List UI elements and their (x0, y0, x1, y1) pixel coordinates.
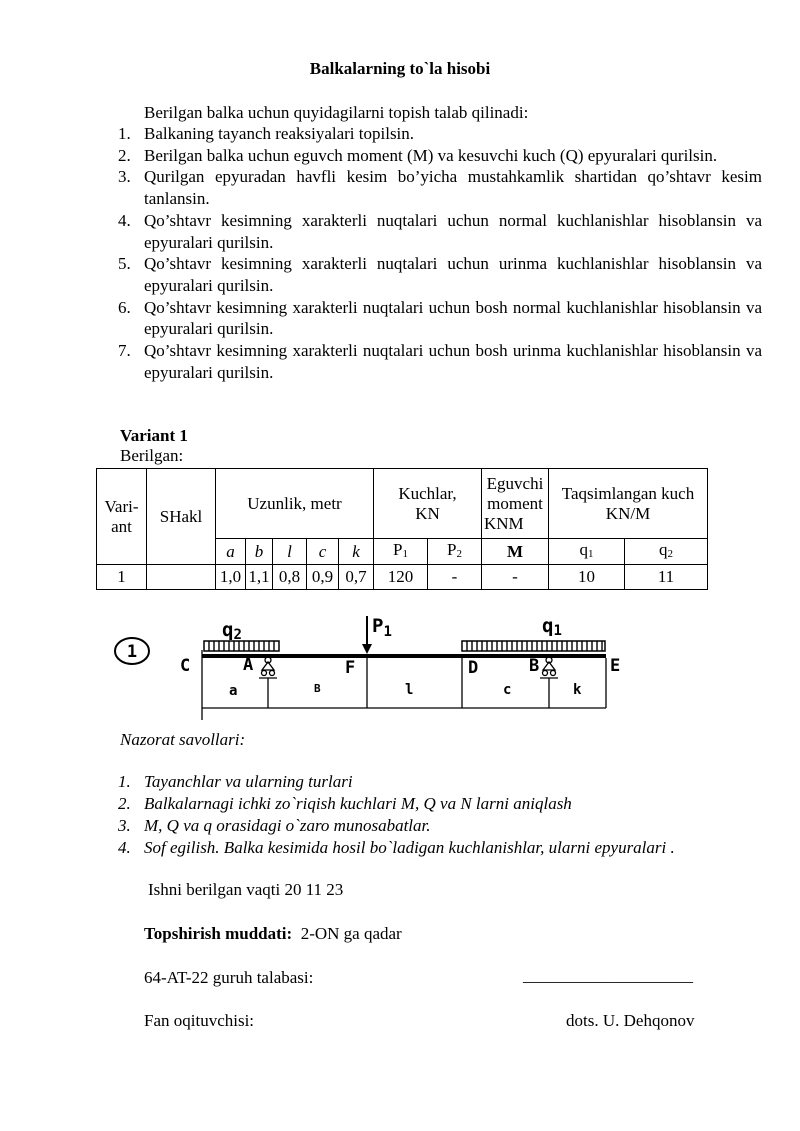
question-list (114, 771, 675, 859)
label-segment-k: k (573, 682, 582, 698)
header-length: Uzunlik, metr (216, 469, 374, 539)
label-point-c: C (180, 656, 191, 676)
cell-m: - (482, 565, 549, 590)
support-a (259, 657, 277, 678)
cell-c: 0,9 (307, 565, 339, 590)
subheader-m: M (482, 539, 549, 565)
question-text: M, Q va q orasidagi o`zaro munosabatlar. (144, 816, 431, 835)
task-number: 1. (118, 124, 131, 143)
cell-a: 1,0 (216, 565, 246, 590)
question-item (114, 793, 675, 815)
subheader-a: a (216, 539, 246, 565)
label-point-e: E (610, 656, 621, 676)
point-load-p1 (362, 616, 372, 654)
variant-number-badge (115, 638, 149, 664)
task-item (114, 123, 762, 145)
label-p1: $P_1$ (372, 615, 392, 640)
table-row (97, 565, 708, 590)
label-segment-c: c (503, 682, 512, 698)
issue-date: Ishni berilgan vaqti 20 11 23 (148, 880, 344, 899)
header-forces: Kuchlar, KN (374, 469, 482, 539)
task-item (114, 297, 762, 340)
label-segment-a: a (229, 683, 238, 699)
subheader-l: l (273, 539, 307, 565)
task-number: 6. (118, 297, 131, 317)
question-item (114, 815, 675, 837)
document-title: Balkalarning to`la hisobi (309, 59, 491, 78)
task-item (114, 145, 762, 167)
subheader-b: b (246, 539, 273, 565)
question-item (114, 771, 675, 793)
cell-p2: - (428, 565, 482, 590)
subheader-p2: P2 (428, 539, 482, 565)
task-text: Qo’shtavr kesimning xarakterli nuqtalari uchun bosh urinma kuchlanishlar hisoblansin va epyuralari qurilsin. (144, 341, 762, 382)
label-point-f: F (345, 658, 356, 678)
task-number: 4. (118, 210, 131, 230)
task-number: 5. (118, 254, 131, 274)
question-text: Balkalarnagi ichki zo`riqish kuchlari M, Q va N larni aniqlash (144, 794, 572, 813)
cell-q2: 11 (625, 565, 708, 590)
task-item (114, 253, 762, 296)
subheader-q2: q2 (625, 539, 708, 565)
header-moment: Eguvchi moment KNM (482, 469, 549, 539)
label-segment-l: l (405, 682, 414, 698)
teacher-name: dots. U. Dehqonov (566, 1011, 695, 1030)
deadline-label: Topshirish muddati: (144, 924, 293, 943)
question-item (114, 837, 675, 859)
subheader-p1: P1 (374, 539, 428, 565)
question-number: 1. (118, 772, 131, 791)
task-item (114, 340, 762, 383)
label-q1: q1 (542, 615, 562, 639)
support-b (540, 657, 558, 678)
subheader-c: c (307, 539, 339, 565)
task-text: Qo’shtavr kesimning xarakterli nuqtalari uchun normal kuchlanishlar hisoblansin va epyuralari qurilsin. (144, 210, 762, 252)
header-shape: SHakl (147, 469, 216, 565)
cell-b: 1,1 (246, 565, 273, 590)
header-distributed-load: Taqsimlangan kuch KN/M (549, 469, 708, 539)
distributed-load-q1 (462, 641, 605, 651)
task-list (114, 123, 762, 383)
variant-heading: Variant 1 (120, 426, 188, 445)
question-number: 3. (118, 816, 131, 835)
cell-k: 0,7 (339, 565, 374, 590)
cell-shape (147, 565, 216, 590)
question-text: Sof egilish. Balka kesimida hosil bo`ladigan kuchlanishlar, ularni epyuralari . (144, 838, 675, 857)
intro-text: Berilgan balka uchun quyidagilarni topish talab qilinadi: (144, 103, 529, 122)
task-item (114, 166, 762, 209)
question-number: 4. (118, 838, 131, 857)
label-segment-b: B (314, 682, 321, 695)
task-item (114, 210, 762, 253)
label-point-d: D (468, 658, 479, 678)
cell-p1: 120 (374, 565, 428, 590)
label-q2: q2 (222, 619, 242, 643)
given-data-table (96, 468, 708, 590)
control-questions-heading: Nazorat savollari: (120, 730, 246, 749)
task-number: 7. (118, 341, 131, 361)
deadline-value: 2-ON ga qadar (292, 924, 402, 943)
label-point-a: A (243, 655, 254, 675)
deadline (144, 924, 402, 944)
cell-variant: 1 (97, 565, 147, 590)
subheader-k: k (339, 539, 374, 565)
label-point-b: B (529, 656, 540, 676)
student-label: 64-AT-22 guruh talabasi: (144, 968, 314, 987)
cell-l: 0,8 (273, 565, 307, 590)
svg-text:1: 1 (126, 642, 138, 662)
beam-diagram (110, 612, 630, 722)
question-text: Tayanchlar va ularning turlari (144, 772, 353, 791)
task-text: Berilgan balka uchun eguvch moment (M) va kesuvchi kuch (Q) epyuralari qurilsin. (144, 145, 718, 165)
teacher-label: Fan oqituvchisi: (144, 1011, 255, 1030)
task-number: 2. (118, 145, 131, 165)
question-number: 2. (118, 794, 131, 813)
subheader-q1: q1 (549, 539, 625, 565)
signature-line: ____________________ (523, 966, 693, 985)
header-variant: Vari- ant (97, 469, 147, 565)
cell-q1: 10 (549, 565, 625, 590)
task-text: Balkaning tayanch reaksiyalari topilsin. (144, 124, 415, 143)
task-text: Qo’shtavr kesimning xarakterli nuqtalari uchun urinma kuchlanishlar hisoblansin va epyuralari qurilsin. (144, 254, 762, 295)
task-text: Qurilgan epyuradan havfli kesim bo’yicha mustahkamlik shartidan qo’shtavr kesim tanlansin. (144, 167, 762, 209)
given-label: Berilgan: (120, 446, 184, 465)
task-text: Qo’shtavr kesimning xarakterli nuqtalari uchun bosh normal kuchlanishlar hisoblansin va epyuralari qurilsin. (144, 297, 762, 339)
task-number: 3. (118, 167, 131, 187)
